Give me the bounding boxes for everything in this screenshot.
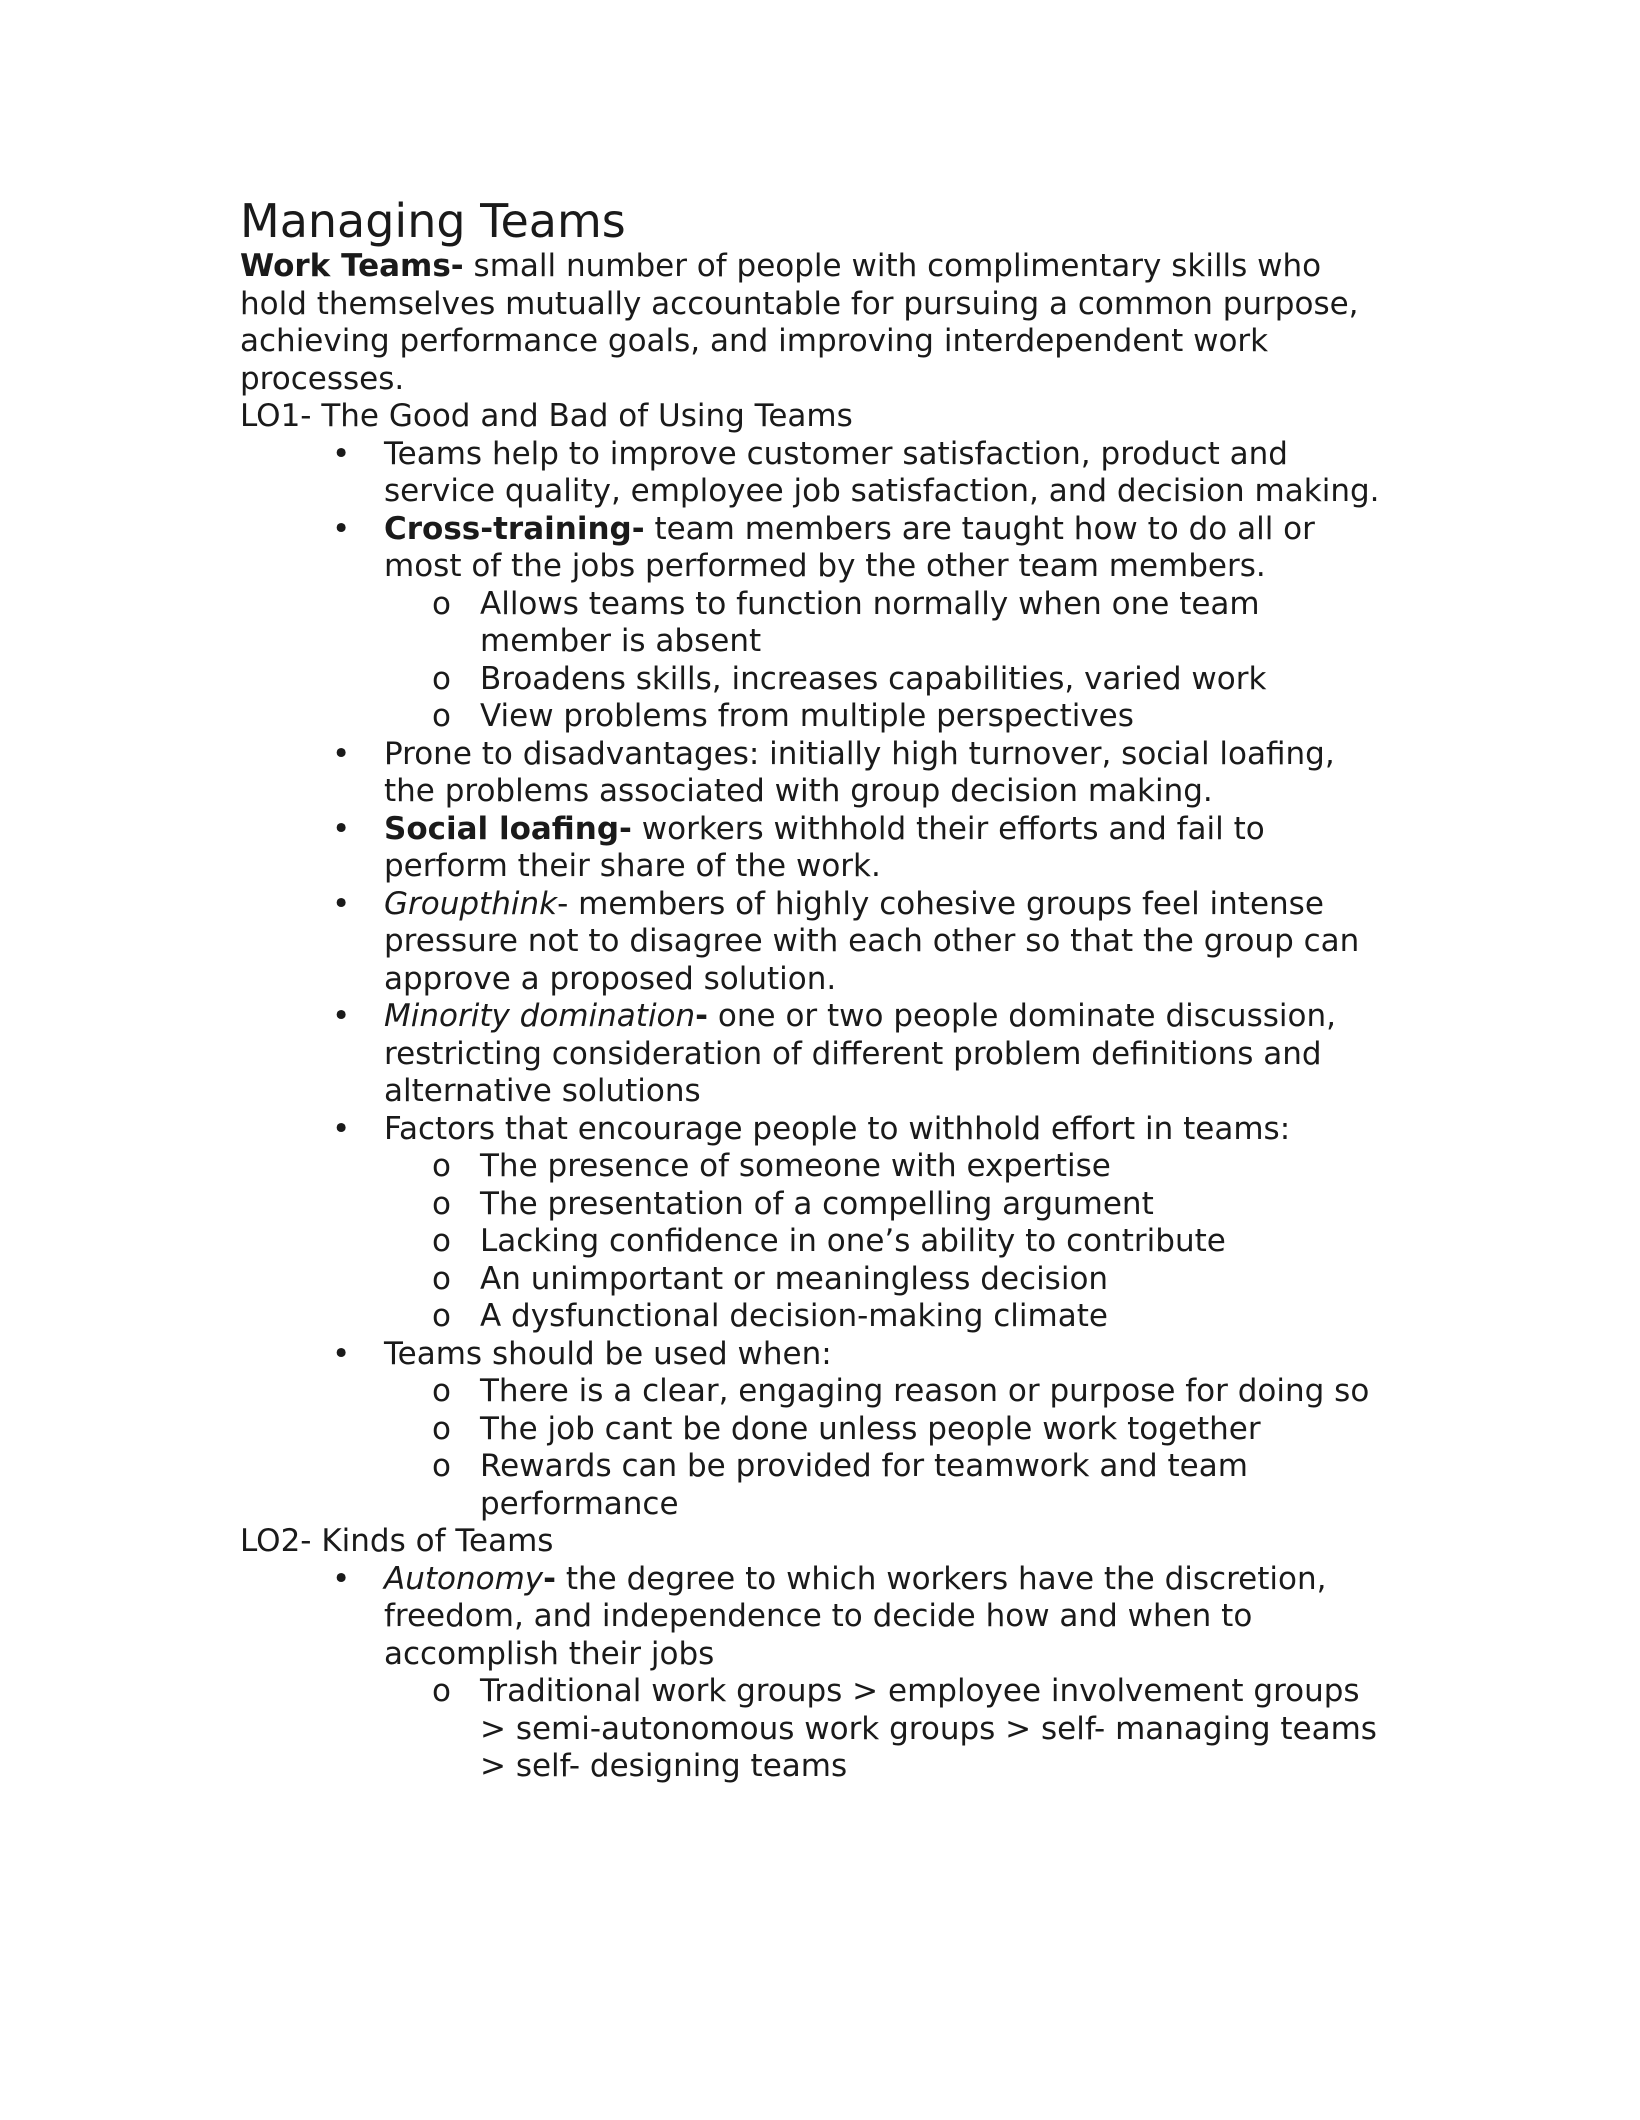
- sub-list-item: [384, 586, 1380, 661]
- sub-list-item: [384, 1186, 1380, 1224]
- page-title: Managing Teams: [240, 194, 626, 248]
- sub-list-item: [384, 1261, 1380, 1299]
- bullet-dot-icon: •: [332, 885, 351, 922]
- list-item-text: workers withhold their efforts and fail to perform their share of the work.: [384, 810, 1265, 884]
- list-item-term: Social loafing-: [384, 810, 632, 847]
- bullet-dot-icon: •: [332, 510, 351, 547]
- sub-list-item: [384, 1148, 1380, 1186]
- sub-list-item-text: Allows teams to function normally when one team member is absent: [480, 585, 1260, 659]
- sub-list-item-text: View problems from multiple perspectives: [480, 698, 1134, 734]
- list-item-term: Minority domination: [384, 998, 696, 1034]
- intro-paragraph: [240, 248, 1380, 398]
- bullet-circle-icon: o: [432, 660, 451, 697]
- sub-list-item: [384, 698, 1380, 736]
- sub-list: [384, 586, 1380, 736]
- sub-list-item: [384, 661, 1380, 699]
- document-page: [240, 196, 1380, 1786]
- bullet-circle-icon: o: [432, 1448, 451, 1484]
- bullet-circle-icon: o: [432, 1223, 451, 1259]
- sub-list-item-text: The presentation of a compelling argument: [480, 1185, 1154, 1222]
- bullet-circle-icon: o: [432, 1298, 451, 1334]
- sub-list-item-text: The job cant be done unless people work together: [480, 1410, 1261, 1447]
- sub-list-item: [384, 1673, 1380, 1786]
- list-item: [240, 511, 1380, 736]
- list-item: [240, 436, 1380, 511]
- bullet-circle-icon: o: [432, 1673, 451, 1709]
- intro-term: Work Teams-: [240, 248, 464, 284]
- sub-list-item-text: Rewards can be provided for teamwork and team performance: [480, 1448, 1248, 1522]
- sub-list-item: [384, 1411, 1380, 1449]
- sub-list-item: [384, 1298, 1380, 1336]
- list-item-term-dash: -: [543, 1560, 557, 1597]
- lo1-list: [240, 436, 1380, 1524]
- sub-list-item-text: An unimportant or meaningless decision: [480, 1260, 1109, 1297]
- list-item: [240, 998, 1380, 1111]
- list-item-text: Factors that encourage people to withhold effort in teams:: [384, 1110, 1291, 1147]
- sub-list: [384, 1673, 1380, 1786]
- lo1-heading: LO1- The Good and Bad of Using Teams: [240, 398, 853, 434]
- list-item-term: Cross-training-: [384, 510, 645, 547]
- sub-list-item: [384, 1448, 1380, 1523]
- bullet-circle-icon: o: [432, 1185, 451, 1222]
- list-item-text: one or two people dominate discussion, restricting consideration of different problem definitions and alternative solutions: [384, 998, 1336, 1109]
- bullet-dot-icon: •: [332, 810, 351, 847]
- bullet-circle-icon: o: [432, 585, 451, 622]
- list-item: [240, 736, 1380, 811]
- bullet-dot-icon: •: [332, 998, 351, 1034]
- sub-list: [384, 1148, 1380, 1336]
- bullet-dot-icon: •: [332, 435, 351, 472]
- sub-list-item-text: Lacking confidence in one’s ability to contribute: [480, 1223, 1226, 1259]
- sub-list-item-text: Broadens skills, increases capabilities, varied work: [480, 660, 1267, 697]
- sub-list: [384, 1373, 1380, 1523]
- lo2-list: [240, 1561, 1380, 1786]
- sub-list-item-text: A dysfunctional decision-making climate: [480, 1298, 1108, 1334]
- bullet-circle-icon: o: [432, 1148, 451, 1184]
- sub-list-item-text: The presence of someone with expertise: [480, 1148, 1111, 1184]
- bullet-dot-icon: •: [332, 1560, 351, 1597]
- sub-list-item-text: Traditional work groups > employee involvement groups > semi-autonomous work groups > self- managing teams > self- designing teams: [480, 1673, 1377, 1784]
- list-item: [240, 886, 1380, 999]
- bullet-circle-icon: o: [432, 1260, 451, 1297]
- list-item-text: team members are taught how to do all or most of the jobs performed by the other team members.: [384, 510, 1315, 584]
- bullet-dot-icon: •: [332, 1335, 351, 1372]
- bullet-circle-icon: o: [432, 698, 451, 734]
- bullet-dot-icon: •: [332, 1110, 351, 1147]
- list-item: [240, 1336, 1380, 1524]
- list-item: [240, 1561, 1380, 1786]
- bullet-dot-icon: •: [332, 735, 351, 772]
- list-item-text: Teams help to improve customer satisfaction, product and service quality, employee job satisfaction, and decision making.: [384, 435, 1380, 509]
- sub-list-item: [384, 1373, 1380, 1411]
- list-item-term: Groupthink: [384, 885, 558, 922]
- list-item-text: - members of highly cohesive groups feel intense pressure not to disagree with each other so that the group can approve a proposed solution.: [384, 885, 1360, 997]
- list-item-text: Teams should be used when:: [384, 1335, 832, 1372]
- list-item-term: Autonomy: [384, 1560, 544, 1597]
- list-item-term-dash: -: [695, 998, 709, 1034]
- list-item-text: Prone to disadvantages: initially high turnover, social loafing, the problems associated with group decision making.: [384, 735, 1335, 809]
- list-item: [240, 811, 1380, 886]
- lo2-heading: LO2- Kinds of Teams: [240, 1523, 554, 1559]
- sub-list-item: [384, 1223, 1380, 1261]
- bullet-circle-icon: o: [432, 1373, 451, 1409]
- list-item-text: the degree to which workers have the discretion, freedom, and independence to decide how and when to accomplish their jobs: [384, 1560, 1327, 1672]
- sub-list-item-text: There is a clear, engaging reason or purpose for doing so: [480, 1373, 1370, 1409]
- bullet-circle-icon: o: [432, 1410, 451, 1447]
- intro-text: small number of people with complimentary skills who hold themselves mutually accountable for pursuing a common purpose, achieving performance goals, and improving interdependent work processes.: [240, 248, 1359, 397]
- list-item: [240, 1111, 1380, 1336]
